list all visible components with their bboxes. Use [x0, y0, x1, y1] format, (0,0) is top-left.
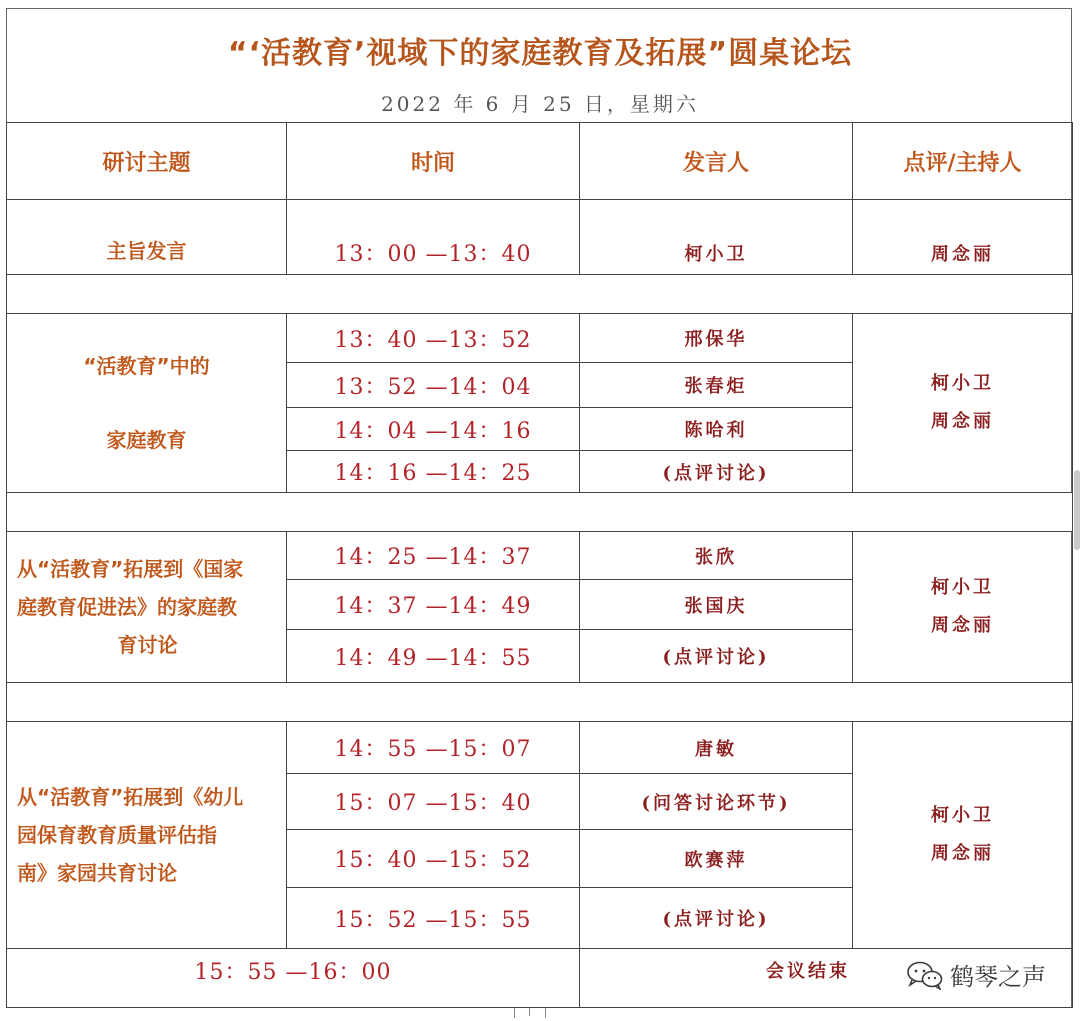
header-topic: 研讨主题	[7, 123, 287, 200]
topic-line: 家庭教育	[106, 428, 187, 452]
host-line: 柯小卫	[931, 577, 994, 598]
time-cell: 14：37 —14：49	[287, 580, 580, 630]
time-cell: 14：04 —14：16	[287, 408, 580, 451]
header-row	[7, 123, 1073, 200]
wechat-icon	[906, 960, 944, 990]
time-cell: 14：55 —15：07	[287, 722, 580, 774]
spacer-row	[7, 275, 1073, 314]
time-cell: 15：07 —15：40	[287, 774, 580, 830]
topic-line: 主旨发言	[106, 239, 187, 263]
time-cell: 14：25 —14：37	[287, 532, 580, 580]
topic-line: 庭教育促进法》的家庭教	[17, 595, 237, 619]
table-row	[7, 532, 1073, 580]
document-title: “‘活教育’视域下的家庭教育及拓展”圆桌论坛	[227, 36, 853, 71]
table-row	[7, 722, 1073, 774]
topic-line: 育讨论	[117, 633, 178, 657]
topic-line: 从“活教育”拓展到《国家	[17, 557, 244, 581]
host-line: 周念丽	[931, 615, 994, 636]
table-row	[7, 200, 1073, 275]
speaker-cell: 柯小卫	[580, 200, 853, 275]
topic-line: 南》家园共育讨论	[17, 861, 177, 885]
session-topic	[7, 314, 287, 493]
speaker-cell: 邢保华	[580, 314, 853, 363]
topic-line: “活教育”中的	[83, 354, 210, 378]
speaker-cell: 张欣	[580, 532, 853, 580]
speaker-cell: (问答讨论环节)	[580, 774, 853, 830]
table-row	[7, 314, 1073, 363]
watermark	[906, 957, 1046, 992]
time-cell: 14：49 —14：55	[287, 630, 580, 683]
header-host: 点评/主持人	[853, 123, 1073, 200]
host-line: 周念丽	[931, 843, 994, 864]
header-speaker: 发言人	[580, 123, 853, 200]
speaker-cell: 唐敏	[580, 722, 853, 774]
spacer-row	[7, 493, 1073, 532]
topic-line: 园保育教育质量评估指	[17, 823, 217, 847]
spacer-cell	[7, 275, 1073, 314]
closing-label: 会议结束	[580, 949, 1073, 1008]
time-cell: 15：52 —15：55	[287, 888, 580, 949]
speaker-cell: (点评讨论)	[580, 630, 853, 683]
host-line: 周念丽	[931, 244, 994, 265]
host-line: 柯小卫	[931, 373, 994, 394]
host-line: 周念丽	[931, 411, 994, 432]
session-topic	[7, 722, 287, 949]
session-topic	[7, 200, 287, 275]
scrollbar[interactable]	[1074, 470, 1080, 550]
speaker-cell: 张国庆	[580, 580, 853, 630]
closing-time: 15：55 —16：00	[7, 949, 580, 1008]
spacer-cell	[7, 683, 1073, 722]
topic-line: 从“活教育”拓展到《幼儿	[17, 785, 244, 809]
host-cell	[853, 722, 1073, 949]
schedule-table	[6, 122, 1073, 1008]
speaker-cell: 陈哈利	[580, 408, 853, 451]
column-marker	[514, 1008, 546, 1018]
time-cell: 15：40 —15：52	[287, 830, 580, 888]
time-cell: 13：00 —13：40	[287, 200, 580, 275]
host-cell	[853, 532, 1073, 683]
host-line: 柯小卫	[931, 805, 994, 826]
speaker-cell: 张春炬	[580, 363, 853, 408]
speaker-cell: (点评讨论)	[580, 451, 853, 493]
document-date: 2022 年 6 月 25 日，星期六	[381, 92, 699, 116]
header-time: 时间	[287, 123, 580, 200]
spacer-row	[7, 683, 1073, 722]
time-cell: 13：52 —14：04	[287, 363, 580, 408]
speaker-cell: 欧赛萍	[580, 830, 853, 888]
host-cell	[853, 314, 1073, 493]
time-cell: 14：16 —14：25	[287, 451, 580, 493]
speaker-cell: (点评讨论)	[580, 888, 853, 949]
watermark-text: 鹤琴之声	[950, 963, 1046, 991]
spacer-cell	[7, 493, 1073, 532]
host-cell	[853, 200, 1073, 275]
session-topic	[7, 532, 287, 683]
time-cell: 13：40 —13：52	[287, 314, 580, 363]
marker-tick	[529, 1008, 530, 1016]
